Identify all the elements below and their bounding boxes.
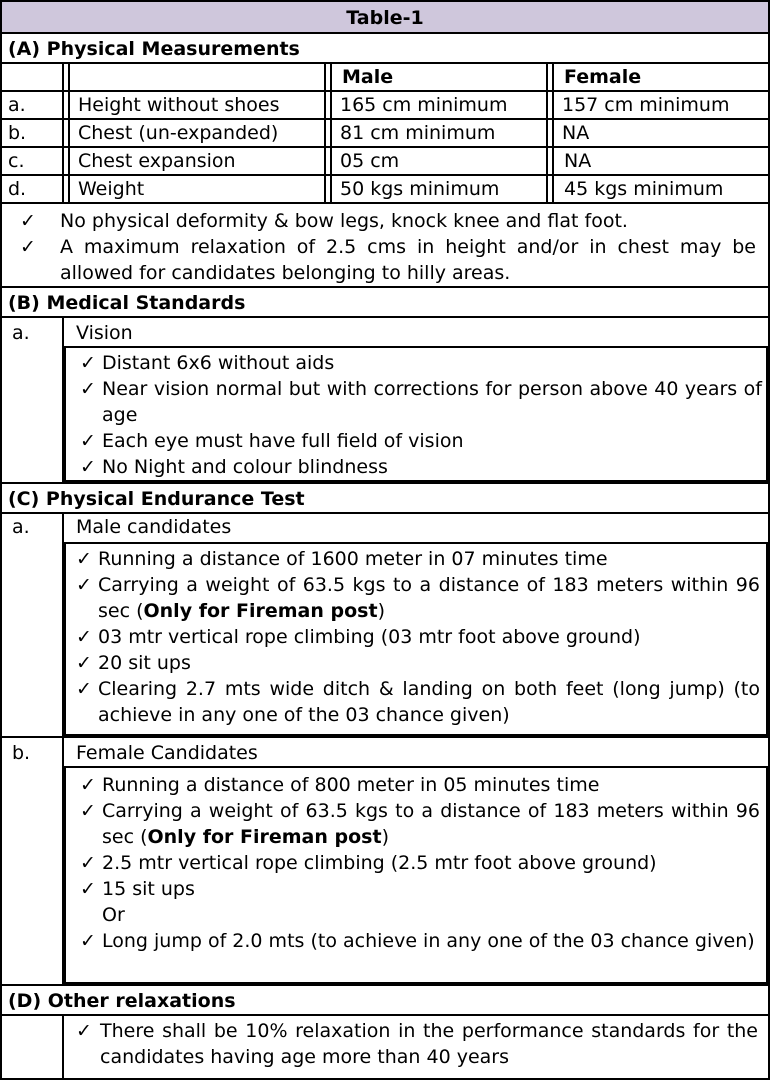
check-icon: ✓ <box>76 652 92 674</box>
row-index: a. <box>12 322 30 344</box>
list-item: 03 mtr vertical rope climbing (03 mtr foot above ground) <box>98 626 641 648</box>
measurements-table <box>2 64 768 204</box>
male-value: 165 cm minimum <box>340 94 508 116</box>
list-item: Clearing 2.7 mts wide ditch & landing on both feet (long jump) (to achieve in any one of the 03 chance given) <box>98 678 760 726</box>
row-index: a. <box>8 94 26 116</box>
vision-section <box>2 318 768 484</box>
vision-list <box>64 346 768 482</box>
check-icon: ✓ <box>76 678 92 700</box>
check-icon: ✓ <box>76 574 92 596</box>
row-index: b. <box>8 122 27 144</box>
check-icon: ✓ <box>20 210 36 232</box>
or-text: Or <box>102 904 125 926</box>
check-icon: ✓ <box>76 1020 92 1042</box>
female-value: 45 kgs minimum <box>564 178 724 200</box>
check-icon: ✓ <box>80 352 96 374</box>
section-a-heading-row <box>2 34 768 64</box>
check-icon: ✓ <box>80 774 96 796</box>
table-title-row <box>2 2 768 34</box>
check-icon: ✓ <box>80 378 96 400</box>
section-b-heading-row <box>2 288 768 318</box>
measurement-notes <box>2 204 768 288</box>
list-item: Carrying a weight of 63.5 kgs to a distance of 183 meters within 96 sec (Only for Fireman post) <box>102 800 760 848</box>
check-icon: ✓ <box>80 800 96 822</box>
row-index: a. <box>12 516 30 538</box>
check-icon: ✓ <box>80 878 96 900</box>
check-icon: ✓ <box>80 430 96 452</box>
female-value: 157 cm minimum <box>562 94 730 116</box>
check-icon: ✓ <box>80 852 96 874</box>
female-value: NA <box>564 150 592 172</box>
section-d-heading-row <box>2 986 768 1016</box>
check-icon: ✓ <box>80 930 96 952</box>
list-item: Distant 6x6 without aids <box>102 352 335 374</box>
other-relaxations-section <box>2 1016 768 1078</box>
list-item: There shall be 10% relaxation in the performance standards for the candidates having age more than 40 years <box>100 1020 758 1068</box>
check-icon: ✓ <box>76 626 92 648</box>
row-label: Weight <box>78 178 145 200</box>
section-a-heading: (A) Physical Measurements <box>8 38 300 60</box>
check-icon: ✓ <box>80 456 96 478</box>
male-value: 81 cm minimum <box>340 122 496 144</box>
row-index: c. <box>8 150 25 172</box>
row-index: d. <box>8 178 27 200</box>
row-label: Height without shoes <box>78 94 280 116</box>
male-value: 05 cm <box>340 150 400 172</box>
note-item: A maximum relaxation of 2.5 cms in height and/or in chest may be allowed for candidates belonging to hilly areas. <box>60 236 756 284</box>
section-b-heading: (B) Medical Standards <box>8 292 246 314</box>
female-value: NA <box>562 122 590 144</box>
row-index: b. <box>12 742 31 764</box>
male-endurance-section <box>2 514 768 738</box>
row-label: Chest (un-expanded) <box>78 122 279 144</box>
check-icon: ✓ <box>76 548 92 570</box>
male-test-list <box>64 542 768 736</box>
column-header-male: Male <box>342 66 394 88</box>
male-subheading: Male candidates <box>76 516 232 538</box>
list-item: Running a distance of 800 meter in 05 minutes time <box>102 774 600 796</box>
section-d-heading: (D) Other relaxations <box>8 990 236 1012</box>
male-value: 50 kgs minimum <box>340 178 500 200</box>
section-c-heading: (C) Physical Endurance Test <box>8 488 305 510</box>
female-test-list <box>64 766 768 984</box>
female-endurance-section <box>2 738 768 986</box>
section-c-heading-row <box>2 484 768 514</box>
list-item: Long jump of 2.0 mts (to achieve in any one of the 03 chance given) <box>102 930 755 952</box>
list-item: No Night and colour blindness <box>102 456 388 478</box>
female-subheading: Female Candidates <box>76 742 258 764</box>
list-item: 20 sit ups <box>98 652 191 674</box>
list-item: Carrying a weight of 63.5 kgs to a distance of 183 meters within 96 sec (Only for Fireman post) <box>98 574 760 622</box>
note-item: No physical deformity & bow legs, knock knee and flat foot. <box>60 210 628 232</box>
row-label: Chest expansion <box>78 150 236 172</box>
list-item: Near vision normal but with corrections for person above 40 years of age <box>102 378 762 426</box>
column-header-female: Female <box>564 66 642 88</box>
list-item: Each eye must have full field of vision <box>102 430 464 452</box>
list-item: 15 sit ups <box>102 878 195 900</box>
table-title: Table-1 <box>346 7 424 29</box>
list-item: 2.5 mtr vertical rope climbing (2.5 mtr foot above ground) <box>102 852 657 874</box>
list-item: Running a distance of 1600 meter in 07 minutes time <box>98 548 608 570</box>
vision-subheading: Vision <box>76 322 133 344</box>
check-icon: ✓ <box>20 236 36 258</box>
